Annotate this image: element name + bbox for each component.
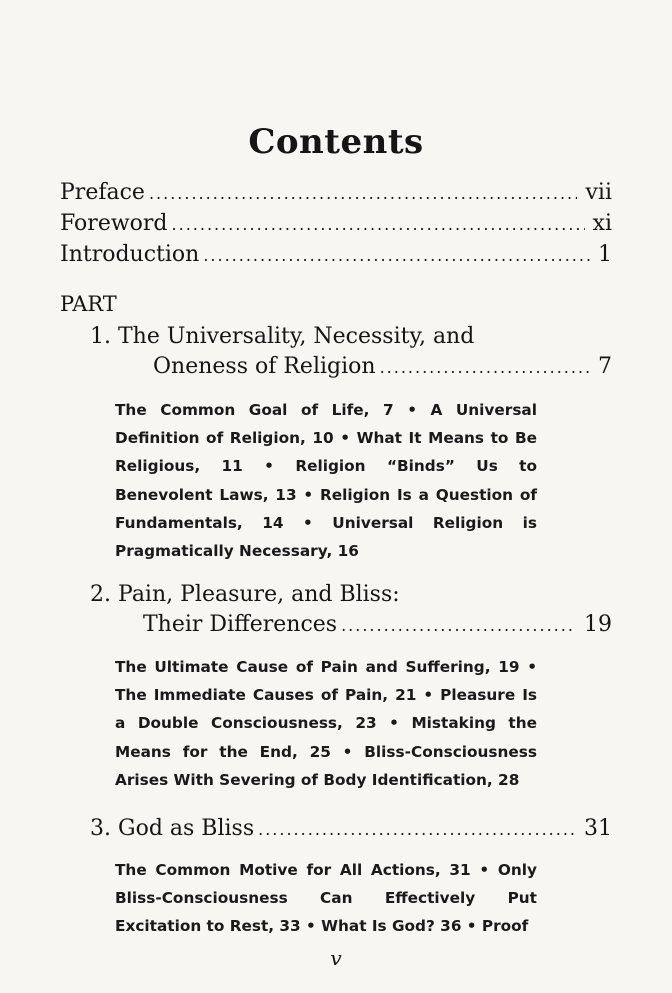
toc-label: Preface [60,180,145,205]
toc-entry-preface[interactable] [60,180,612,210]
toc-page-number: 1 [598,242,612,267]
toc-page-number: 7 [598,354,612,379]
chapter-title-line1: The Universality, Necessity, and [118,324,475,349]
chapter-1-summary: The Common Goal of Life, 7 • A Universal Definition of Religion, 10 • What It Means to Be Religious, 11 • Religion “Binds” Us to Benevolent Laws, 13 • Religion Is a Question of Fundamentals, 14 • Universal Religion is Pragmatically Necessary, 16 [115,401,537,561]
toc-page-number: 19 [584,612,612,637]
toc-page-number: vii [585,180,612,205]
toc-entry-introduction[interactable] [60,242,612,272]
chapter-3-summary: The Common Motive for All Actions, 31 • Only Bliss-Consciousness Can Effectively Put Excitation to Rest, 33 • What Is God? 36 • Proof [115,861,537,936]
dot-leader [172,215,585,234]
toc-page-number: xi [592,211,612,236]
dot-leader [380,358,590,377]
dot-leader [149,184,578,203]
toc-label: Introduction [60,242,200,267]
chapter-number: 1. [90,324,111,349]
toc-page-number: 31 [584,816,612,841]
dot-leader [341,616,576,635]
chapter-title-line2: Their Differences [143,612,338,637]
page-title: Contents [248,122,424,162]
chapter-number: 3. [90,816,111,841]
toc-label: Foreword [60,211,168,236]
toc-entry-foreword[interactable] [60,211,612,241]
chapter-title [90,816,254,841]
chapter-title-line1: Pain, Pleasure, and Bliss: [118,582,400,607]
chapter-number: 2. [90,582,111,607]
chapter-title-line2: Oneness of Religion [153,354,376,379]
chapter-2-title-line[interactable] [143,612,612,642]
chapter-3-heading[interactable] [90,816,612,846]
dot-leader [258,820,576,839]
page-folio: v [330,946,342,970]
chapter-2-summary: The Ultimate Cause of Pain and Suffering, 19 • The Immediate Causes of Pain, 21 • Pleasure Is a Double Consciousness, 23 • Mistaking the Means for the End, 25 • Bliss-Consciousness Arises With Severing of Body Identification, 28 [115,658,537,789]
chapter-title-line1: God as Bliss [118,816,255,841]
chapter-2-heading[interactable] [90,582,400,607]
dot-leader [203,246,590,265]
chapter-1-heading[interactable] [90,324,474,349]
part-label: PART [60,292,117,316]
chapter-1-title-line[interactable] [153,354,612,384]
